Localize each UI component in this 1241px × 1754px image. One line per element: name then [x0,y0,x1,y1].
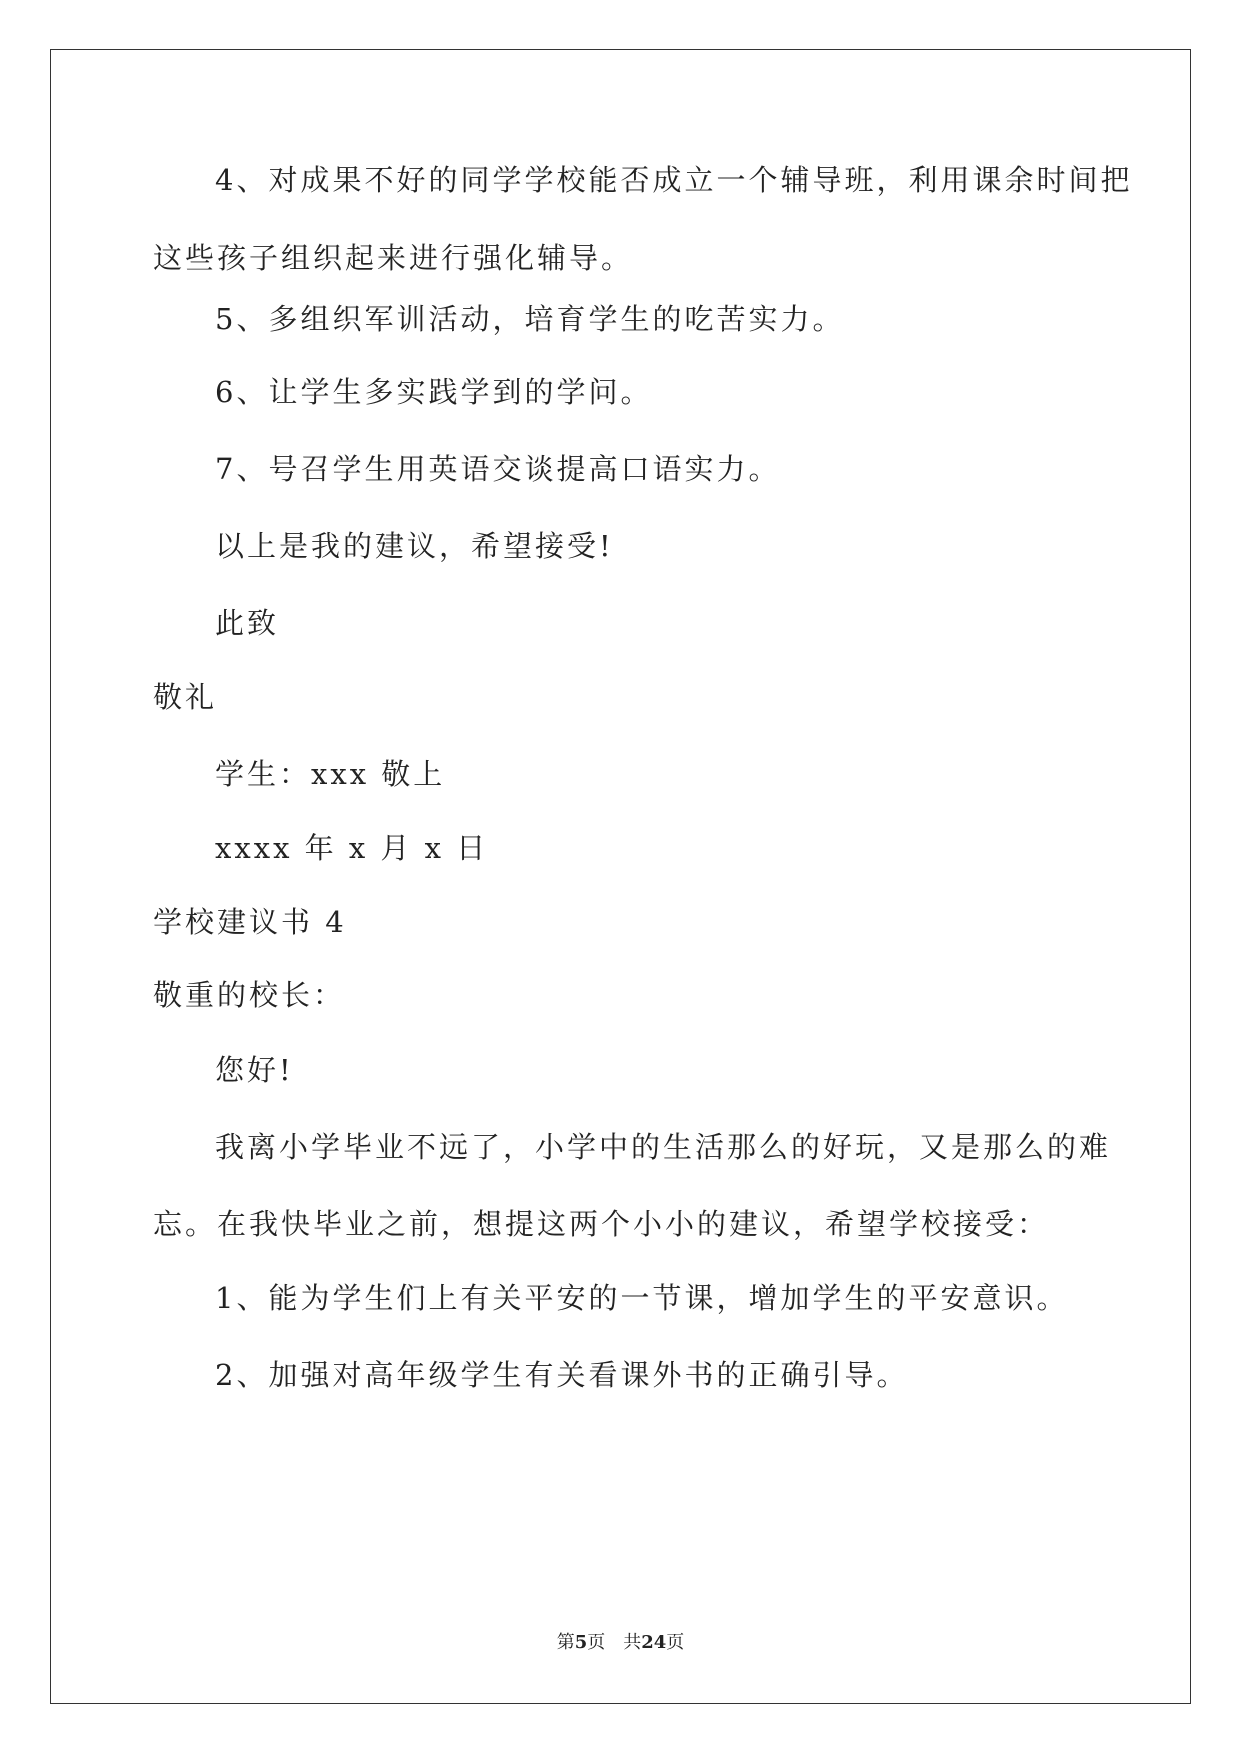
greeting-line: 敬重的校长： [153,978,346,1012]
page-prefix: 第 [556,1632,575,1653]
paragraph-line: 这些孩子组织起来进行强化辅导。 [153,241,634,275]
page-number: 5 [574,1632,588,1653]
total-prefix: 共 [623,1632,642,1653]
page-frame [50,49,1191,1704]
signature-line: 学生：xxx 敬上 [215,757,446,791]
section-title: 学校建议书 4 [153,905,347,939]
paragraph-line: 2、加强对高年级学生有关看课外书的正确引导。 [215,1358,909,1392]
total-pages: 24 [641,1632,667,1653]
greeting-line: 您好! [215,1053,294,1087]
paragraph-line: 5、多组织军训活动，培育学生的吃苦实力。 [215,302,845,336]
paragraph-line: 4、对成果不好的同学学校能否成立一个辅导班，利用课余时间把 [215,163,1133,197]
paragraph-line: 1、能为学生们上有关平安的一节课，增加学生的平安意识。 [215,1281,1069,1315]
paragraph-line: 7、号召学生用英语交谈提高口语实力。 [215,452,781,486]
closing-salutation: 此致 [215,606,280,640]
paragraph-line: 以上是我的建议，希望接受! [215,529,614,563]
paragraph-line: 忘。在我快毕业之前，想提这两个小小的建议，希望学校接受： [153,1207,1050,1241]
total-suffix: 页 [666,1632,685,1653]
date-line: xxxx 年 x 月 x 日 [215,831,489,865]
page-footer [0,1631,1241,1655]
closing-respect: 敬礼 [153,680,218,714]
paragraph-line: 我离小学毕业不远了，小学中的生活那么的好玩，又是那么的难 [215,1130,1112,1164]
paragraph-line: 6、让学生多实践学到的学问。 [215,375,653,409]
page-suffix: 页 [587,1632,606,1653]
